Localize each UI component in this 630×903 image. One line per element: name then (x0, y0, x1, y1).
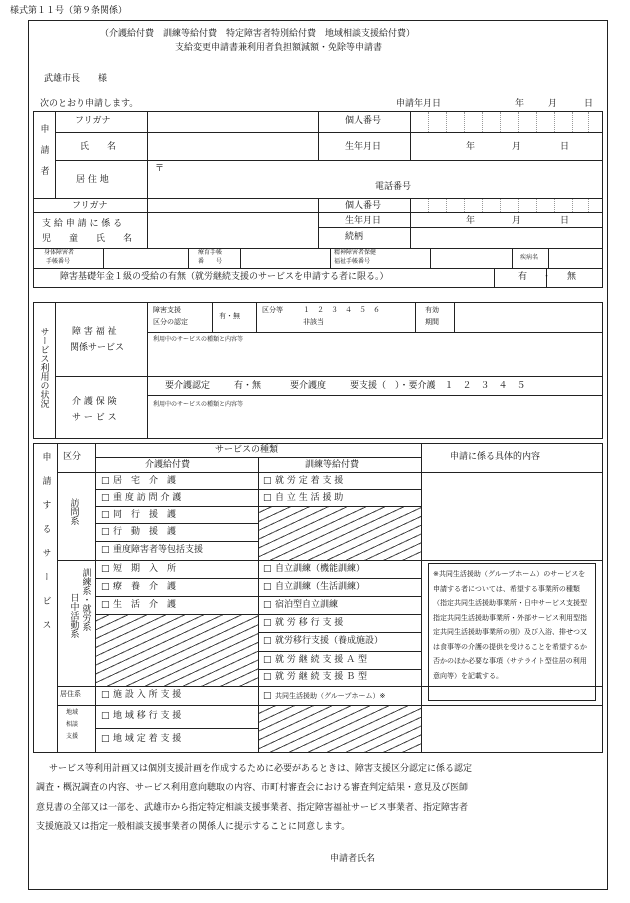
care-item-checkbox[interactable]: □ (101, 510, 110, 520)
applicant-phone-label: 電話番号 (375, 182, 412, 192)
care-cert-label: 要介護認定 (165, 381, 211, 391)
care-item-label: 行 動 援 護 (113, 527, 177, 537)
addressee: 武雄市長 様 (44, 74, 108, 84)
care-cert-yes-no[interactable]: 有・無 (234, 381, 262, 391)
valid-period-label-1: 有効 (425, 306, 439, 314)
care-item-checkbox[interactable]: □ (101, 690, 110, 700)
applicant-furigana-label: フリガナ (75, 116, 111, 126)
form-title-line1: （介護給付費 訓練等給付費 特定障害者特別給付費 地域相談支援給付費） (100, 29, 416, 39)
group-visit: 訪問系 (68, 498, 79, 525)
welfare-label-2: 関係サービス (70, 343, 125, 353)
group-community-2: 相談 (66, 721, 79, 728)
care-item-label: 同 行 援 護 (113, 510, 177, 520)
care-item-checkbox[interactable]: □ (101, 545, 110, 555)
postal-mark: 〒 (155, 164, 165, 174)
services-side-label: 申請するサービス (40, 452, 51, 644)
group-community-3: 支援 (66, 733, 79, 740)
group-community-1: 地域 (66, 709, 79, 716)
care-level-values[interactable]: 要支援（ ）・要介護 １ ２ ３ ４ ５ (350, 381, 526, 391)
pension-no[interactable]: 無 (567, 272, 577, 282)
child-label-line2: 児 童 氏 名 (42, 234, 133, 244)
care-item-checkbox[interactable]: □ (101, 527, 110, 537)
care-item-label: 短 期 入 所 (113, 564, 177, 574)
care-item-label: 重度障害者等包括支援 (113, 545, 204, 555)
welfare-label-1: 障 害 福 祉 (72, 327, 117, 337)
service-types-header: サービスの種類 (215, 445, 279, 455)
pension-yes[interactable]: 有 (518, 272, 528, 282)
child-relation-label: 続柄 (345, 232, 364, 242)
group-day-2: 訓練系・就労系 (80, 568, 91, 631)
training-item-checkbox[interactable]: □ (263, 691, 272, 701)
training-item-checkbox[interactable]: □ (263, 655, 272, 665)
care-item-label: 居 宅 介 護 (113, 476, 177, 486)
training-item-label: 自立訓練（生活訓練） (275, 582, 366, 592)
mental-handbook-label-1: 精神障害者保健 (334, 249, 377, 256)
applicant-personal-number-label: 個人番号 (345, 116, 382, 126)
training-item-checkbox[interactable]: □ (263, 636, 272, 646)
disease-label: 疾病名 (520, 254, 539, 261)
training-item-label: 自 立 生 活 援 助 (275, 493, 344, 503)
consent-line-1: サービス等利用計画又は個別支援計画を作成するために必要があるときは、障害支援区分認定に係る認定 (40, 764, 473, 774)
applicant-birth-year: 年 (466, 142, 476, 152)
child-personal-number-label: 個人番号 (345, 201, 382, 211)
care-item-checkbox[interactable]: □ (101, 711, 110, 721)
applicant-name-label: 氏 名 (80, 142, 117, 152)
training-item-label: 就労移行支援（養成施設） (275, 636, 384, 646)
mental-handbook-label-2: 福祉手帳番号 (334, 258, 371, 265)
child-birth-day: 日 (560, 216, 570, 226)
training-item-label: 就 労 定 着 支 援 (275, 476, 344, 486)
child-birth-month: 月 (512, 216, 522, 226)
intro-text: 次のとおり申請します。 (40, 99, 139, 109)
training-item-checkbox[interactable]: □ (263, 582, 272, 592)
application-date-day: 日 (584, 99, 594, 109)
group-residence: 居住系 (60, 690, 81, 698)
physical-handbook-label-2: 手帳番号 (46, 258, 71, 265)
rehab-handbook-label-1: 療育手帳 (198, 249, 223, 256)
care-item-label: 地 域 定 着 支 援 (113, 734, 182, 744)
consent-line-2: 調査・概況調査の内容、サービス利用意向聴取の内容、市町村審査会における審査判定結果・意見及び医師 (36, 783, 469, 793)
training-item-label: 就 労 移 行 支 援 (275, 618, 344, 628)
care-item-label: 地 域 移 行 支 援 (113, 711, 182, 721)
usage-side-label: サービス利用の状況 (38, 327, 49, 408)
care-item-label: 重 度 訪 問 介 護 (113, 493, 182, 503)
child-label-line1: 支 給 申 請 に 係 る (42, 219, 123, 229)
care-item-checkbox[interactable]: □ (101, 493, 110, 503)
rehab-handbook-label-2: 番 号 (198, 258, 223, 265)
group-home-note: ※共同生活援助（グループホーム）のサービスを申請する者については、希望する事業所の種類（指定共同生活援助事業所・日中サービス支援型指定共同生活援助事業所・外部サービス利用型指定共同生活援助事業所の別）及び入浴、排せつ又は食事等の介護の提供を受けることを希望するか否かのほか必要な事項（サテライト型住居の利用意向等）を記載する。 (428, 563, 596, 701)
category-header: 区分 (63, 452, 82, 462)
care-item-checkbox[interactable]: □ (101, 734, 110, 744)
care-item-checkbox[interactable]: □ (101, 582, 110, 592)
training-item-checkbox[interactable]: □ (263, 493, 272, 503)
child-birth-year: 年 (466, 216, 476, 226)
care-insurance-label-2: サ ー ビ ス (72, 413, 117, 423)
child-birth-label: 生年月日 (345, 216, 382, 226)
consent-line-3: 意見書の全部又は一部を、武雄市から指定特定相談支援事業者、指定障害福祉サービス事業者、指定障害者 (36, 803, 469, 813)
training-item-label: 自立訓練（機能訓練） (275, 564, 366, 574)
care-level-label: 要介護度 (290, 381, 327, 391)
pension-separator: ・ (542, 272, 552, 282)
care-benefits-header: 介護給付費 (145, 460, 191, 470)
group-day-1: 日中活動系 (68, 593, 79, 638)
consent-line-4: 支援施設又は指定一般相談支援事業者の関係人に提示することに同意します。 (36, 822, 351, 832)
care-insurance-label-1: 介 護 保 険 (72, 397, 117, 407)
application-date-month: 月 (548, 99, 558, 109)
signature-label: 申請者氏名 (330, 854, 376, 864)
class-numbers[interactable]: １ ２ ３ ４ ５ ６ (303, 306, 380, 314)
form-number: 様式第１１号（第９条関係） (10, 6, 128, 16)
form-title-line2: 支給変更申請書兼利用者負担額減額・免除等申請書 (175, 43, 383, 53)
cert-label-2: 区分の認定 (153, 318, 188, 326)
training-item-label: 就 労 継 続 支 援 Ｂ 型 (275, 672, 368, 682)
care-item-label: 生 活 介 護 (113, 600, 177, 610)
valid-period-label-2: 期間 (425, 318, 439, 326)
application-date-label: 申請年月日 (396, 99, 442, 109)
class-not-applicable[interactable]: 非該当 (303, 318, 324, 326)
training-item-checkbox[interactable]: □ (263, 618, 272, 628)
signature-field[interactable] (385, 850, 595, 868)
care-item-checkbox[interactable]: □ (101, 476, 110, 486)
care-item-label: 施 設 入 所 支 援 (113, 690, 182, 700)
cert-yes-no[interactable]: 有・無 (219, 312, 240, 320)
current-services-label-2: 利用中のサービスの種類と内容等 (153, 401, 244, 408)
training-item-label: 宿泊型自立訓練 (275, 600, 339, 610)
training-item-label: 就 労 継 続 支 援 Ａ 型 (275, 655, 368, 665)
cert-label-1: 障害支援 (153, 306, 181, 314)
applicant-section-label: 申請者 (38, 124, 49, 187)
training-item-label: 共同生活援助（グループホーム）※ (275, 692, 386, 700)
physical-handbook-label-1: 身体障害者 (44, 249, 75, 256)
child-furigana-label: フリガナ (72, 201, 108, 211)
training-item-checkbox[interactable]: □ (263, 564, 272, 574)
training-benefits-header: 訓練等給付費 (305, 460, 360, 470)
care-item-checkbox[interactable]: □ (101, 600, 110, 610)
pension-label: 障害基礎年金１級の受給の有無（就労継続支援のサービスを申請する者に限る。） (60, 272, 389, 282)
application-date-year: 年 (515, 99, 525, 109)
class-label: 区分等 (262, 306, 283, 314)
detail-header: 申請に係る具体的内容 (450, 452, 541, 462)
training-item-checkbox[interactable]: □ (263, 672, 272, 682)
applicant-birth-day: 日 (560, 142, 570, 152)
applicant-address-label: 居 住 地 (76, 175, 109, 185)
care-item-label: 療 養 介 護 (113, 582, 177, 592)
applicant-birth-month: 月 (512, 142, 522, 152)
care-item-checkbox[interactable]: □ (101, 564, 110, 574)
training-item-checkbox[interactable]: □ (263, 476, 272, 486)
current-services-label: 利用中のサービスの種類と内容等 (153, 336, 244, 343)
applicant-birth-label: 生年月日 (345, 142, 382, 152)
training-item-checkbox[interactable]: □ (263, 600, 272, 610)
